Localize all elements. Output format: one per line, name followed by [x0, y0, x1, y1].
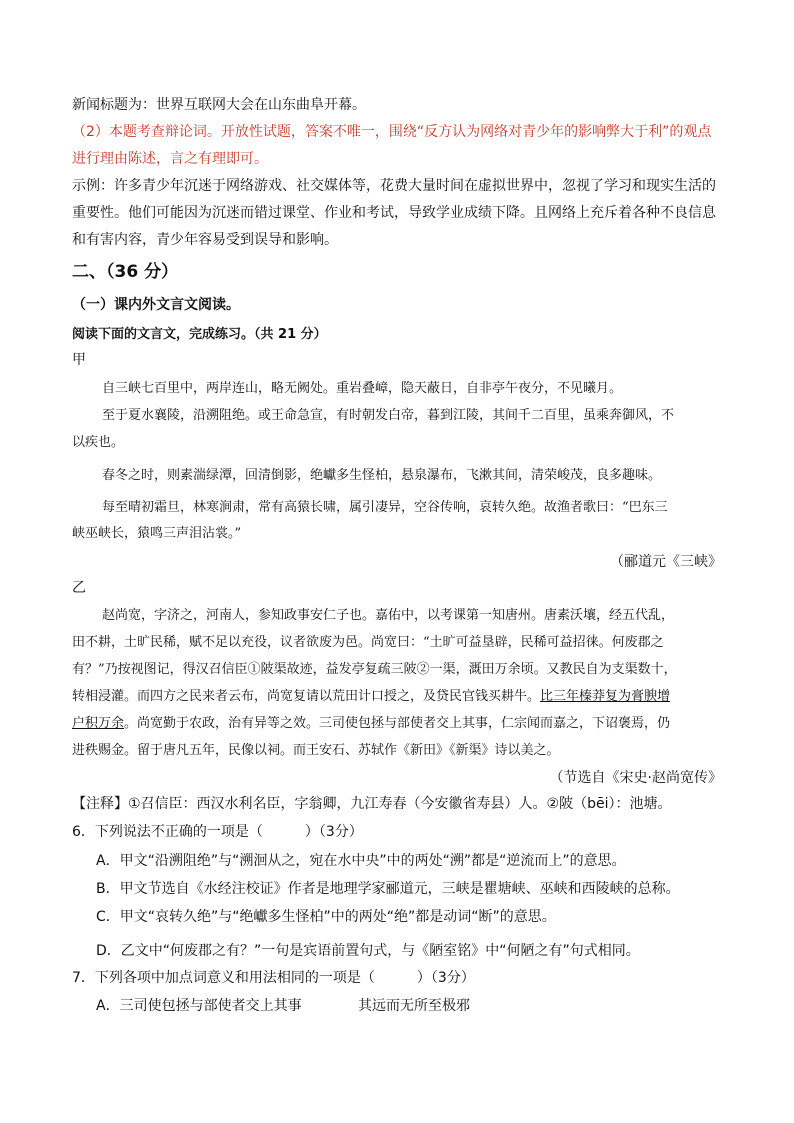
passage-label-yi: 乙 — [72, 580, 86, 596]
source-citation: （节选自《宋史·赵尚宽传》 — [549, 770, 722, 786]
passage-line: 有？”乃按视图记，得汉召信臣①陂渠故迹，益发亭复疏三陂②一渠，溉田万余顷。又教民自为支渠数十， — [72, 662, 677, 677]
answer-line: 进行理由陈述，言之有理即可。 — [72, 151, 268, 167]
answer-line — [72, 122, 711, 142]
source-citation: （郦道元《三峡》 — [610, 554, 722, 570]
underlined-sentence: 比三年榛莽复为膏腴增 — [540, 689, 671, 704]
answer-line: 示例：许多青少年沉迷于网络游戏、社交媒体等，花费大量时间在虚拟世界中，忽视了学习和现实生活的 — [72, 178, 716, 194]
passage-line — [72, 687, 670, 707]
section-heading: 二、（36 分） — [72, 262, 179, 282]
subsection-heading: （一）课内外文言文阅读。 — [72, 297, 240, 313]
instruction: 阅读下面的文言文，完成练习。（共 21 分） — [72, 327, 327, 342]
passage-line: 赵尚宽，字济之，河南人，参知政事安仁子也。嘉佑中，以考课第一知唐州。唐素沃壤，经五代乱， — [102, 608, 675, 623]
passage-text: 。尚宽勤于农政，治有异等之效。三司使包拯与部使者交上其事，仁宗闻而嘉之，下诏褒焉，仍 — [124, 716, 671, 731]
answer-line: 新闻标题为：世界互联网大会在山东曲阜开幕。 — [72, 97, 366, 113]
answer-quote: “反方认为网络对青少年的影响弊大于利” — [416, 124, 670, 140]
passage-line: 至于夏水襄陵，沿溯阻绝。或王命急宣，有时朝发白帝，暮到江陵，其间千二百里，虽乘奔御风，不 — [102, 408, 675, 423]
answer-text: 的观点 — [669, 124, 712, 140]
passage-line: 进秩赐金。留于唐凡五年，民像以祠。而王安石、苏轼作《新田》《新渠》诗以美之。 — [72, 743, 560, 758]
underlined-sentence: 户积万余 — [72, 716, 125, 731]
passage-line: 春冬之时，则素湍绿潭，回清倒影，绝巘多生怪柏，悬泉瀑布，飞漱其间，清荣峻茂，良多趣味。 — [102, 468, 662, 483]
passage-line: 田不耕，土旷民稀，赋不足以充役，议者欲废为邑。尚宽曰：“土旷可益垦辟，民稀可益招徕。何废郡之 — [72, 635, 664, 650]
answer-text: （2）本题考查辩论词。开放性试题，答案不唯一，围绕 — [72, 124, 417, 140]
answer-line: 重要性。他们可能因为沉迷而错过课堂、作业和考试，导致学业成绩下降。且网络上充斥着各种不良信息 — [72, 205, 716, 221]
passage-label-jia: 甲 — [72, 352, 86, 368]
passage-line: 峡巫峡长，猿鸣三声泪沾裳。” — [72, 526, 242, 541]
question-7-option-a-left: A．三司使包拯与部使者交上其事 — [96, 998, 302, 1014]
passage-line — [72, 714, 670, 734]
answer-line: 和有害内容，青少年容易受到误导和影响。 — [72, 232, 338, 248]
question-6-option-a: A．甲文“沿溯阻绝”与“溯洄从之，宛在水中央”中的两处“溯”都是“逆流而上”的意思。 — [96, 853, 626, 869]
question-6-stem: 6．下列说法不正确的一项是（ ）（3分） — [72, 824, 363, 840]
question-7-stem: 7．下列各项中加点词意义和用法相同的一项是（ ）（3分） — [72, 970, 475, 986]
passage-line: 以疾也。 — [72, 435, 125, 450]
question-6-option-b: B．甲文节选自《水经注校证》作者是地理学家郦道元，三峡是瞿塘峡、巫峡和西陵峡的总称。 — [96, 881, 680, 897]
annotation-note: 【注释】①召信臣：西汉水利名臣，字翁卿，九江寿春（今安徽省寿县）人。②陂（bēi）：池塘。 — [72, 796, 672, 812]
question-7-option-a-right: 其远而无所至极邪 — [358, 998, 470, 1014]
question-6-option-c: C．甲文“哀转久绝”与“绝巘多生怪柏”中的两处“绝”都是动词“断”的意思。 — [96, 909, 556, 925]
passage-line: 每至晴初霜旦，林寒涧肃，常有高猿长啸，属引凄异，空谷传响，哀转久绝。故渔者歌曰：“巴东三 — [102, 500, 668, 515]
question-6-option-d: D．乙文中“何废郡之有？”一句是宾语前置句式，与《陋室铭》中“何陋之有”句式相同。 — [96, 943, 640, 959]
passage-line: 自三峡七百里中，两岸连山，略无阙处。重岩叠嶂，隐天蔽日，自非亭午夜分，不见曦月。 — [102, 381, 623, 396]
passage-text: 转相浸灌。而四方之民来者云布，尚宽复请以荒田计口授之，及贷民官钱买耕牛。 — [72, 689, 541, 704]
